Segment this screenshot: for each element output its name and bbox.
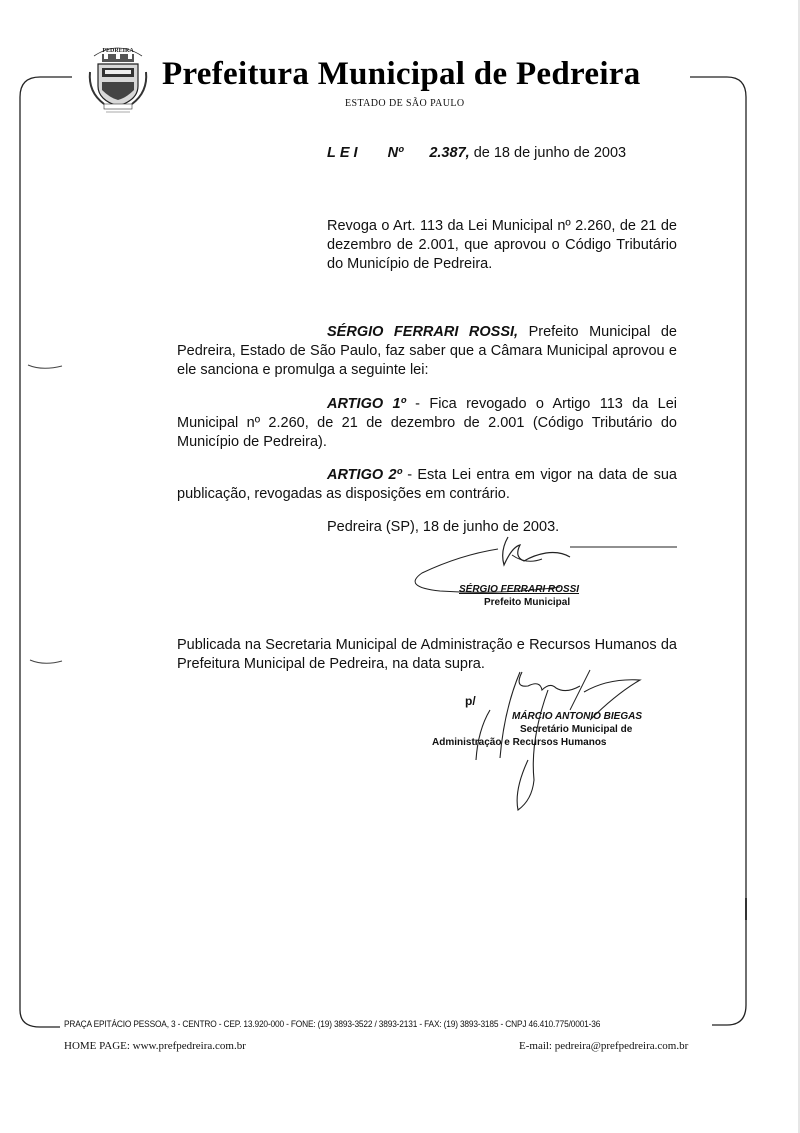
mayor-name-inline: SÉRGIO FERRARI ROSSI, [327, 324, 519, 340]
state-subtitle: ESTADO DE SÃO PAULO [345, 98, 465, 109]
secretary-role-line-1: Secretário Municipal de [520, 724, 633, 735]
law-number-line [327, 145, 626, 161]
mayor-signature-name: SÉRGIO FERRARI ROSSI [459, 584, 580, 595]
secretary-role-line-2: Administração e Recursos Humanos [432, 737, 607, 748]
promulgation-text: Prefeito Municipal de Pedreira, Estado de São Paulo, faz saber que a Câmara Municipal aprovou e ele sanciona e promulga a seguinte lei: [177, 324, 677, 378]
law-date: de 18 de junho de 2003 [469, 145, 627, 161]
law-summary: Revoga o Art. 113 da Lei Municipal nº 2.260, de 21 de dezembro de 2.001, que aprovou o Código Tributário do Município de Pedreira. [327, 218, 677, 272]
secretary-signature-name: MÁRCIO ANTONIO BIEGAS [512, 711, 643, 722]
promulgation-paragraph [177, 323, 677, 380]
law-number: 2.387, [429, 145, 470, 161]
article-2-text: - Esta Lei entra em vigor na data de sua publicação, revogadas as disposições em contrário. [177, 467, 677, 502]
footer-address: PRAÇA EPITÁCIO PESSOA, 3 - CENTRO - CEP. 13.920-000 - FONE: (19) 3893-3522 / 3893-2131 - FAX: (19) 3893-3185 - CNPJ 46.410.775/0001-36 [64, 1019, 601, 1030]
coat-of-arms-icon [86, 42, 150, 116]
law-label: LEI [327, 145, 362, 161]
secretary-signature-icon [430, 650, 660, 820]
article-2 [177, 466, 677, 504]
article-1-text: - Fica revogado o Artigo 113 da Lei Municipal nº 2.260, de 21 de dezembro de 2.001 (Código Tributário do Município de Pedreira). [177, 396, 677, 450]
footer-homepage: HOME PAGE: www.prefpedreira.com.br [64, 1040, 246, 1052]
crest-text: PEDREIRA [102, 48, 134, 54]
mayor-signature-role: Prefeito Municipal [484, 597, 571, 608]
date-place-line: Pedreira (SP), 18 de junho de 2003. [327, 519, 560, 535]
footer-email: E-mail: pedreira@prefpedreira.com.br [519, 1040, 689, 1052]
law-number-label: Nº [387, 145, 404, 161]
page-title: Prefeitura Municipal de Pedreira [162, 56, 641, 92]
publication-note: Publicada na Secretaria Municipal de Administração e Recursos Humanos da Prefeitura Municipal de Pedreira, na data supra. [177, 637, 677, 672]
article-2-label: ARTIGO 2º [327, 467, 402, 483]
article-1-label: ARTIGO 1º [327, 396, 406, 412]
article-1 [177, 395, 677, 452]
signature-mark: p/ [465, 694, 476, 708]
